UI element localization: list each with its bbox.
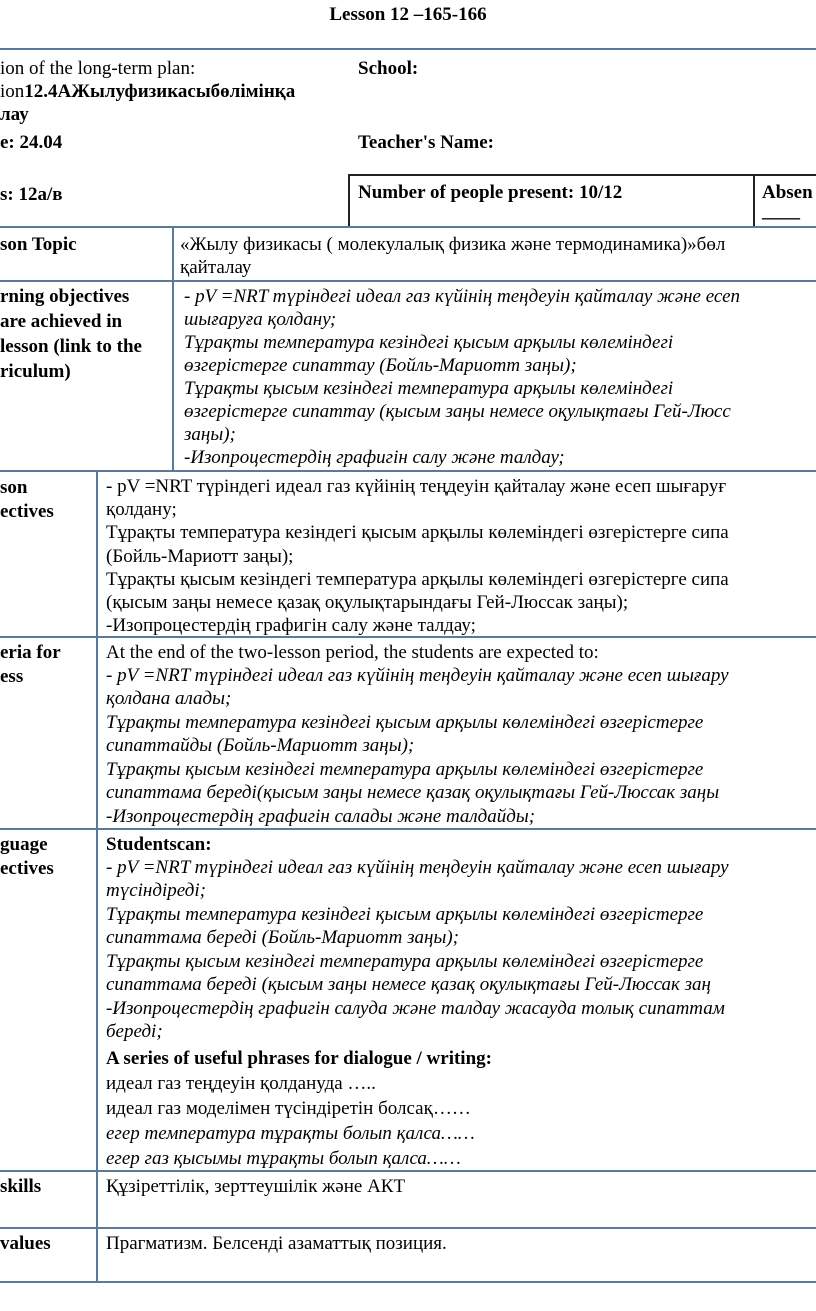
language-objective-line: - pV =NRT түріндегі идеал газ күйінің теңдеуін қайталау және есеп шығару bbox=[106, 857, 729, 878]
skills-text: Құзіреттілік, зерттеушілік және АКТ bbox=[106, 1176, 406, 1197]
divider bbox=[0, 48, 816, 50]
class-label: s: 12а/в bbox=[0, 184, 63, 205]
topic-text: қайталау bbox=[180, 257, 252, 278]
learning-objective-line: өзгерістерге сипаттау (қысым заңы немесе оқулықтағы Гей-Люсс bbox=[184, 401, 731, 422]
lesson-objective-line: Тұрақты қысым кезіндегі температура арқылы көлеміндегі өзгерістерге сипа bbox=[106, 569, 729, 590]
divider bbox=[172, 226, 174, 471]
language-objective-line: түсіндіреді; bbox=[106, 880, 206, 901]
lesson-objective-line: қолдану; bbox=[106, 499, 177, 520]
phrase-line: егер температура тұрақты болып қалса…… bbox=[106, 1123, 475, 1144]
language-objectives-label: guage bbox=[0, 834, 48, 855]
criteria-line: сипаттайды (Бойль-Мариотт заңы); bbox=[106, 735, 415, 756]
learning-objective-line: -Изопроцестердің графигін салу және талдау; bbox=[184, 447, 565, 468]
topic-label: son Topic bbox=[0, 234, 77, 255]
divider bbox=[0, 470, 816, 472]
section-value: ion12.4АЖылуфизикасыбөлімінқа bbox=[0, 81, 296, 102]
page-title: Lesson 12 –165-166 bbox=[329, 4, 487, 25]
phrase-line: идеал газ теңдеуін қолдануда ….. bbox=[106, 1073, 376, 1094]
divider bbox=[96, 470, 98, 1282]
divider bbox=[348, 174, 816, 176]
learning-objectives-label: rning objectives bbox=[0, 286, 130, 307]
lesson-objective-line: (қысым заңы немесе қазақ оқулықтарындағы Гей-Люссак заңы); bbox=[106, 592, 629, 613]
lesson-objective-line: - pV =NRT түріндегі идеал газ күйінің теңдеуін қайталау және есеп шығаруғ bbox=[106, 476, 727, 497]
language-objective-line: Тұрақты температура кезіндегі қысым арқылы көлеміндегі өзгерістерге bbox=[106, 904, 704, 925]
criteria-line: - pV =NRT түріндегі идеал газ күйінің теңдеуін қайталау және есеп шығару bbox=[106, 665, 729, 686]
language-objectives-label: ectives bbox=[0, 858, 54, 879]
divider bbox=[348, 174, 350, 226]
criteria-line: Тұрақты температура кезіндегі қысым арқылы көлеміндегі өзгерістерге bbox=[106, 712, 704, 733]
present-count: Number of people present: 10/12 bbox=[358, 182, 623, 203]
learning-objective-line: Тұрақты температура кезіндегі қысым арқылы көлеміндегі bbox=[184, 332, 674, 353]
divider bbox=[0, 828, 816, 830]
learning-objective-line: шығаруға қолдану; bbox=[184, 309, 337, 330]
absent-label: Absen bbox=[762, 182, 813, 203]
section-value-cont: лау bbox=[0, 104, 29, 125]
skills-label: skills bbox=[0, 1176, 42, 1197]
divider bbox=[0, 226, 816, 228]
absent-blank: ____ bbox=[762, 201, 800, 222]
lesson-objectives-label: ectives bbox=[0, 501, 54, 522]
learning-objectives-label: are achieved in bbox=[0, 311, 123, 332]
teacher-name-label: Teacher's Name: bbox=[358, 132, 494, 153]
students-can-heading: Studentscan: bbox=[106, 834, 212, 855]
learning-objective-line: өзгерістерге сипаттау (Бойль-Мариотт заңы); bbox=[184, 355, 577, 376]
phrases-heading: A series of useful phrases for dialogue / writing: bbox=[106, 1048, 492, 1069]
school-label: School: bbox=[358, 58, 419, 79]
section-label: ion of the long-term plan: bbox=[0, 58, 196, 79]
language-objective-line: береді; bbox=[106, 1021, 163, 1042]
divider bbox=[0, 1227, 816, 1229]
language-objective-line: сипаттама береді (Бойль-Мариотт заңы); bbox=[106, 927, 459, 948]
language-objective-line: сипаттама береді (қысым заңы немесе қазақ оқулықтағы Гей-Люссак заң bbox=[106, 974, 711, 995]
criteria-label: ess bbox=[0, 666, 24, 687]
values-text: Прагматизм. Белсенді азаматтық позиция. bbox=[106, 1233, 447, 1254]
learning-objective-line: Тұрақты қысым кезіндегі температура арқылы көлеміндегі bbox=[184, 378, 674, 399]
learning-objectives-label: lesson (link to the bbox=[0, 336, 142, 357]
criteria-line: -Изопроцестердің графигін салады және талдайды; bbox=[106, 806, 536, 827]
language-objective-line: -Изопроцестердің графигін салуда және талдау жасауда толық сипаттам bbox=[106, 998, 725, 1019]
learning-objectives-label: riculum) bbox=[0, 361, 71, 382]
criteria-line: сипаттама береді(қысым заңы немесе қазақ оқулықтағы Гей-Люссак заңы bbox=[106, 782, 720, 803]
criteria-line: қолдана алады; bbox=[106, 688, 232, 709]
language-objective-line: Тұрақты қысым кезіндегі температура арқылы көлеміндегі өзгерістерге bbox=[106, 951, 704, 972]
criteria-label: eria for bbox=[0, 642, 61, 663]
lesson-objective-line: -Изопроцестердің графигін салу және талдау; bbox=[106, 615, 476, 636]
lesson-objective-line: Тұрақты температура кезіндегі қысым арқылы көлеміндегі өзгерістерге сипа bbox=[106, 522, 729, 543]
divider bbox=[0, 280, 816, 282]
values-label: values bbox=[0, 1233, 51, 1254]
lesson-objective-line: (Бойль-Мариотт заңы); bbox=[106, 546, 294, 567]
learning-objective-line: заңы); bbox=[184, 424, 236, 445]
date: e: 24.04 bbox=[0, 132, 63, 153]
topic-text: «Жылу физикасы ( молекулалық физика және термодинамика)»бөл bbox=[180, 234, 726, 255]
lesson-objectives-label: son bbox=[0, 477, 28, 498]
criteria-intro: At the end of the two-lesson period, the students are expected to: bbox=[106, 642, 599, 663]
divider bbox=[0, 1281, 816, 1283]
phrase-line: егер газ қысымы тұрақты болып қалса…… bbox=[106, 1148, 461, 1169]
learning-objective-line: - pV =NRT түріндегі идеал газ күйінің теңдеуін қайталау және есеп bbox=[184, 286, 741, 307]
divider bbox=[753, 174, 755, 226]
phrase-line: идеал газ моделімен түсіндіретін болсақ…… bbox=[106, 1098, 471, 1119]
criteria-line: Тұрақты қысым кезіндегі температура арқылы көлеміндегі өзгерістерге bbox=[106, 759, 704, 780]
divider bbox=[0, 1170, 816, 1172]
